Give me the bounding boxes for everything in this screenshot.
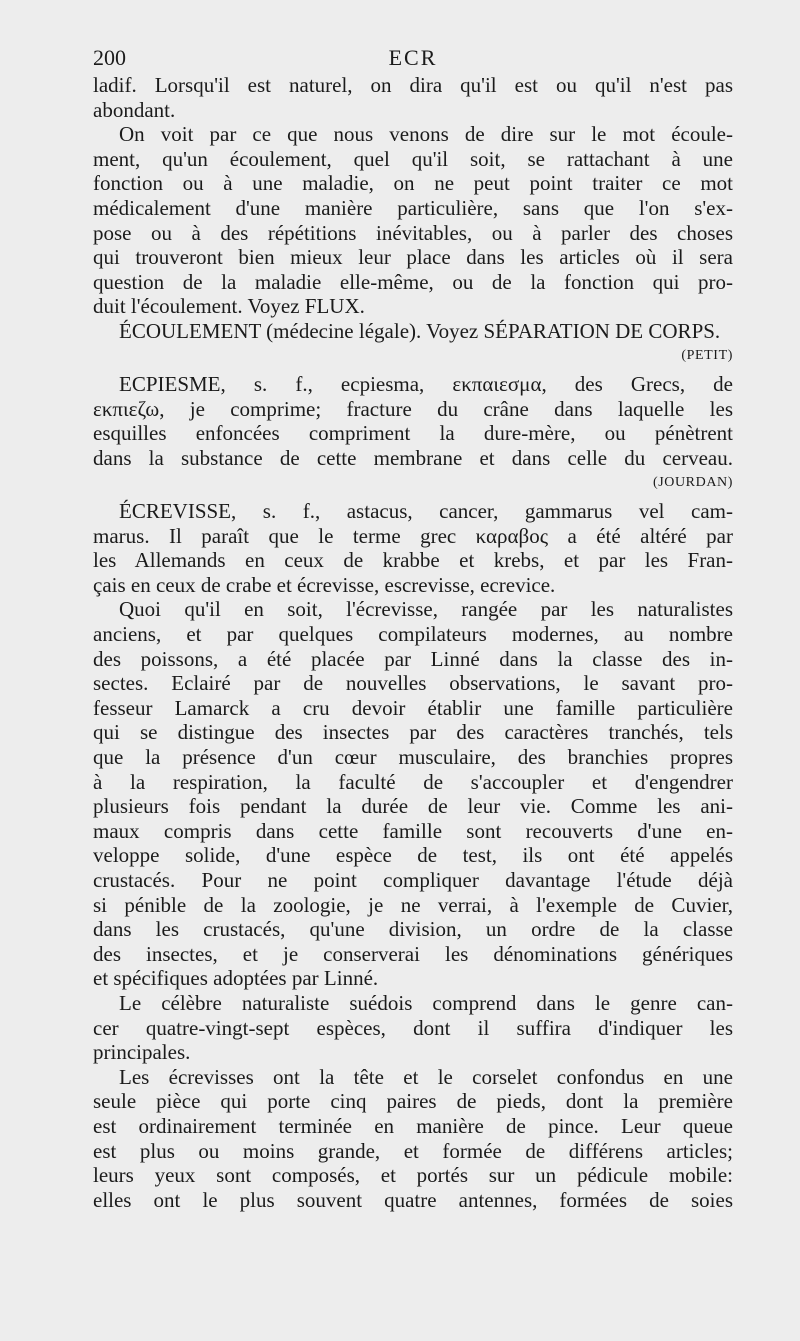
- text-line: médicalement d'une manière particulière, sans que l'on s'ex-: [93, 195, 733, 220]
- body-text: [93, 73, 733, 1212]
- text-line: si pénible de la zoologie, je ne verrai, à l'exemple de Cuvier,: [93, 892, 733, 917]
- text-line: à la respiration, la faculté de s'accoupler et d'engendrer: [93, 769, 733, 794]
- signature: (PETIT): [681, 347, 733, 363]
- text-line: ÉCREVISSE, s. f., astacus, cancer, gammarus vel cam-: [119, 499, 733, 524]
- paragraph-classification: [93, 597, 733, 991]
- text-line: que la présence d'un cœur musculaire, des branchies propres: [93, 745, 733, 770]
- text-line: esquilles enfoncées compriment la dure-mère, ou pénètrent: [93, 421, 733, 446]
- page-number: 200: [93, 45, 126, 70]
- text-line: anciens, et par quelques compilateurs modernes, au nombre: [93, 622, 733, 647]
- paragraph-ecoulement-discussion: [93, 122, 733, 319]
- text-line: cer quatre-vingt-sept espèces, dont il suffira d'indiquer les: [93, 1015, 733, 1040]
- text-line: sectes. Eclairé par de nouvelles observations, le savant pro-: [93, 671, 733, 696]
- signature: (JOURDAN): [652, 474, 733, 490]
- paragraph-linne-species: [93, 991, 733, 1065]
- text-line: ladif. Lorsqu'il est naturel, on dira qu'il est ou qu'il n'est pas: [93, 73, 733, 97]
- running-head: ECR: [388, 45, 438, 70]
- page-header: [93, 44, 733, 72]
- text-line: pose ou à des répétitions inévitables, ou à parler des choses: [93, 220, 733, 245]
- paragraph-ecoulement-end: [93, 73, 733, 122]
- text-line: çais en ceux de crabe et écrevisse, escrevisse, ecrevice.: [93, 572, 556, 597]
- text-line: dans les crustacés, qu'une division, un ordre de la classe: [93, 917, 733, 942]
- text-line: des insectes, et je conserverai les dénominations génériques: [93, 941, 733, 966]
- text-line: abondant.: [93, 97, 176, 122]
- text-line: maux compris dans cette famille sont recouverts d'une en-: [93, 818, 733, 843]
- text-line: qui trouveront bien mieux leur place dans les articles où il sera: [93, 245, 733, 270]
- text-line: est plus ou moins grande, et formée de différens articles;: [93, 1138, 733, 1163]
- text-line: Le célèbre naturaliste suédois comprend dans le genre can-: [119, 990, 733, 1015]
- text-line: crustacés. Pour ne point compliquer davantage l'étude déjà: [93, 868, 733, 892]
- text-line: ÉCOULEMENT (médecine légale). Voyez SÉPARATION DE CORPS.: [119, 318, 721, 343]
- entry-ecrevisse: [93, 499, 733, 597]
- text-line: veloppe solide, d'une espèce de test, ils ont été appelés: [93, 843, 733, 868]
- text-line: ment, qu'un écoulement, quel qu'il soit, se rattachant à une: [93, 146, 733, 171]
- text-line: seule pièce qui porte cinq paires de pieds, dont la première: [93, 1089, 733, 1114]
- text-line: marus. Il paraît que le terme grec καραβος a été altéré par: [93, 523, 733, 548]
- text-line: dans la substance de cette membrane et dans celle du cerveau.: [93, 445, 733, 470]
- text-line: On voit par ce que nous venons de dire sur le mot écoule-: [119, 122, 733, 147]
- text-line: est ordinairement terminée en manière de pince. Leur queue: [93, 1113, 733, 1138]
- text-line: et spécifiques adoptées par Linné.: [93, 966, 379, 991]
- text-line: les Allemands en ceux de krabbe et krebs, et par les Fran-: [93, 548, 733, 573]
- text-line: elles ont le plus souvent quatre antennes, formées de soies: [93, 1187, 733, 1212]
- text-line: principales.: [93, 1040, 191, 1065]
- text-line: Quoi qu'il en soit, l'écrevisse, rangée par les naturalistes: [119, 597, 733, 622]
- author-signature-petit: [93, 344, 733, 369]
- text-line: Les écrevisses ont la tête et le corselet confondus en une: [119, 1064, 733, 1089]
- text-line: des poissons, a été placée par Linné dans la classe des in-: [93, 646, 733, 671]
- entry-ecoulement-medecine-legale: [93, 319, 733, 344]
- text-line: plusieurs fois pendant la durée de leur vie. Comme les ani-: [93, 794, 733, 819]
- author-signature-jourdan: [93, 471, 733, 496]
- text-line: εκπιεζω, je comprime; fracture du crâne dans laquelle les: [93, 396, 733, 421]
- paragraph-description: [93, 1065, 733, 1213]
- text-line: question de la maladie elle-même, ou de la fonction qui pro-: [93, 269, 733, 294]
- text-line: qui se distingue des insectes par des caractères tranchés, tels: [93, 720, 733, 745]
- text-line: duit l'écoulement. Voyez FLUX.: [93, 294, 365, 319]
- text-line: ECPIESME, s. f., ecpiesma, εκπαιεσμα, des Grecs, de: [119, 372, 733, 397]
- entry-ecpiesme: [93, 372, 733, 470]
- text-line: fesseur Lamarck a cru devoir établir une famille particulière: [93, 695, 733, 720]
- text-line: leurs yeux sont composés, et portés sur un pédicule mobile:: [93, 1163, 733, 1188]
- text-line: fonction ou à une maladie, on ne peut point traiter ce mot: [93, 171, 733, 196]
